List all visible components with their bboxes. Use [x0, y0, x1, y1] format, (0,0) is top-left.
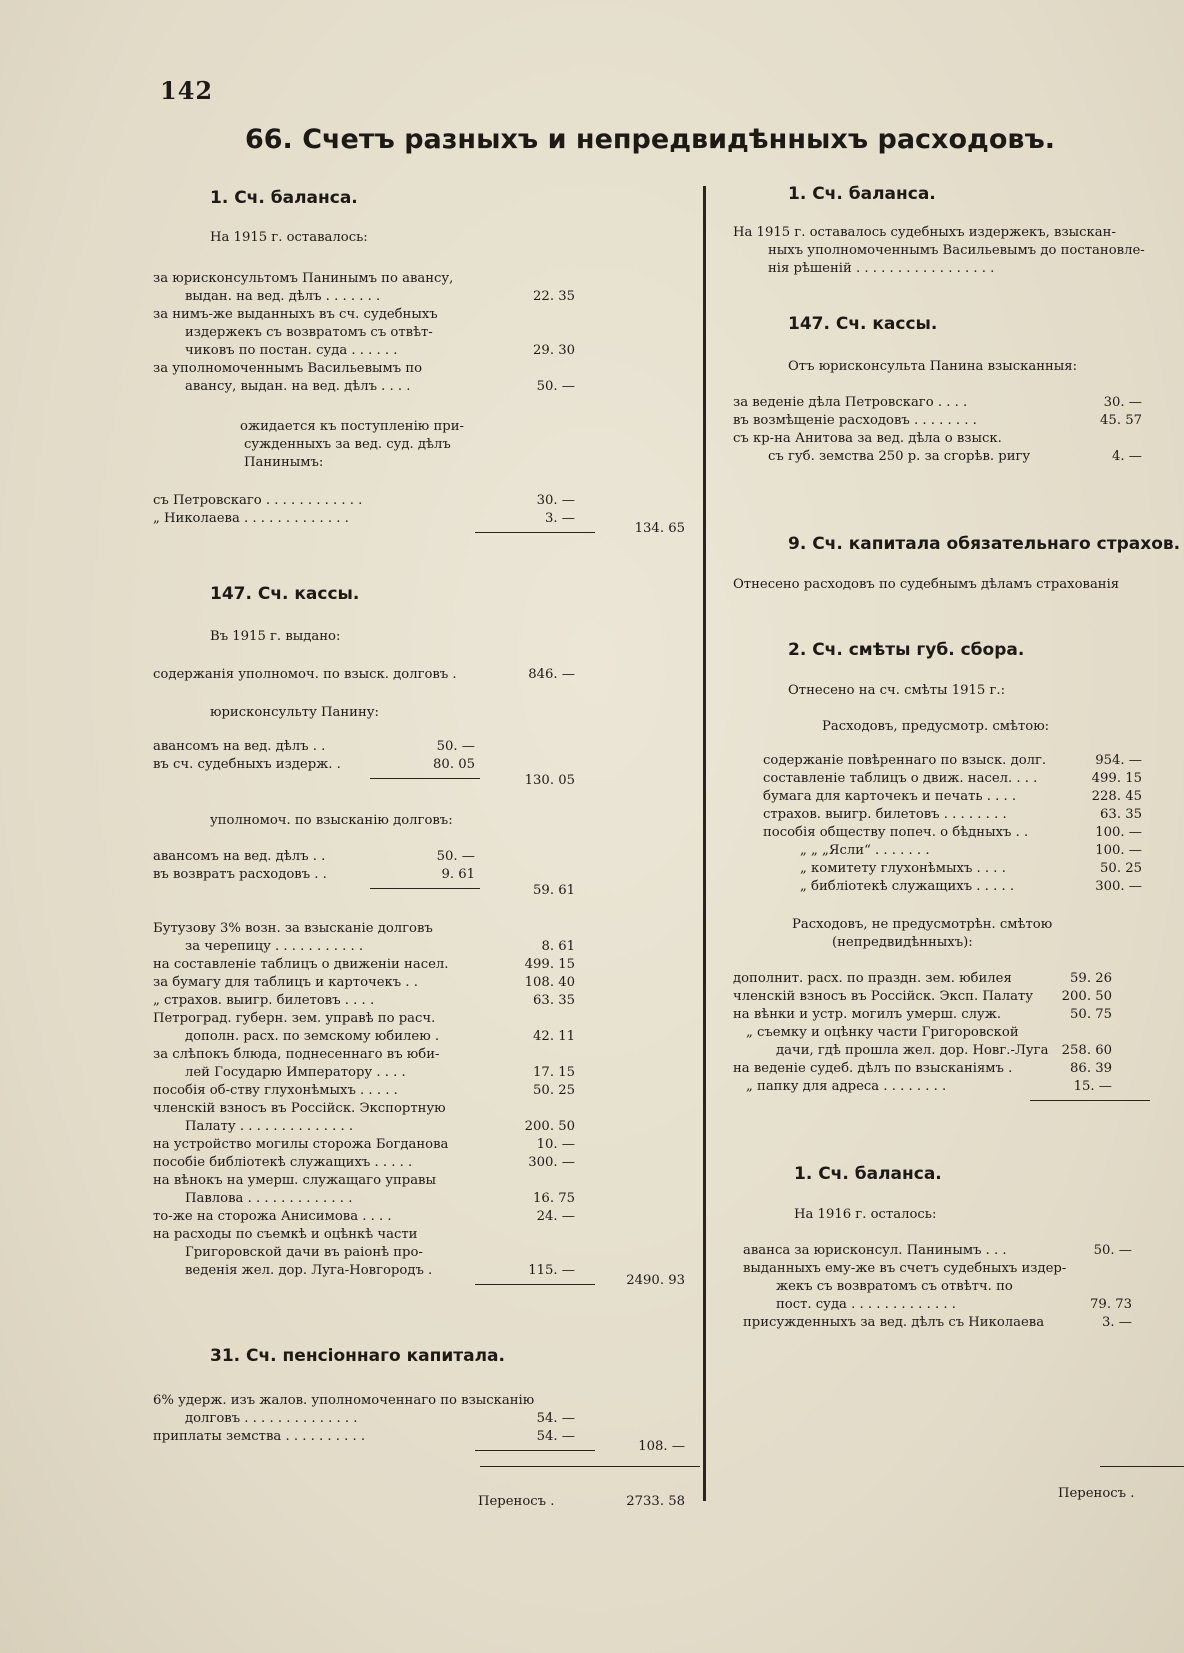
right-s2-line: съ губ. земства 250 р. за сгорѣв. ригу	[768, 449, 1031, 464]
left-s2-line: членскій взносъ въ Россійск. Экспортную	[153, 1101, 446, 1116]
right-s4-line: на веденіе судеб. дѣлъ по взысканіямъ .	[733, 1061, 1013, 1076]
right-s4-line: страхов. выигр. билетовъ . . . . . . . .	[763, 807, 1007, 822]
sum-rule	[475, 532, 595, 533]
left-s2-line: лей Государю Императору . . . .	[185, 1065, 406, 1080]
right-s4-value: 258. 60	[1061, 1043, 1112, 1058]
right-s4-value: 499. 15	[1091, 771, 1142, 786]
left-s2-line: Павлова . . . . . . . . . . . . .	[185, 1191, 353, 1206]
left-s2-line: на устройство могилы сторожа Богданова	[153, 1137, 449, 1152]
right-s4-line: „ библіотекѣ служащихъ . . . . .	[800, 879, 1015, 894]
right-s2-value: 30. —	[1103, 395, 1142, 410]
left-s1-line: издержекъ съ возвратомъ съ отвѣт-	[185, 325, 433, 340]
left-s2-line: то-же на сторожа Анисимова . . . .	[153, 1209, 392, 1224]
left-s3-value: 54. —	[536, 1429, 575, 1444]
left-s1-line: авансу, выдан. на вед. дѣлъ . . . .	[185, 379, 411, 394]
sum-rule	[370, 888, 480, 889]
right-s4-value: 200. 50	[1061, 989, 1112, 1004]
right-s4-intro: Отнесено на сч. смѣты 1915 г.:	[788, 683, 1006, 698]
right-s4-heading: 2. Сч. смѣты губ. сбора.	[788, 640, 1025, 660]
left-s2-line: Григоровской дачи въ раіонѣ про-	[185, 1245, 423, 1260]
right-s5-line: жекъ съ возвратомъ съ отвѣтч. по	[776, 1279, 1013, 1294]
sum-rule	[1030, 1100, 1150, 1101]
right-s5-line: пост. суда . . . . . . . . . . . . .	[776, 1297, 956, 1312]
right-s4-line: „ съемку и оцѣнку части Григоровской	[746, 1025, 1019, 1040]
right-s2-line: съ кр-на Анитова за вед. дѣла о взыск.	[733, 431, 1002, 446]
left-s2-value: 63. 35	[533, 993, 575, 1008]
right-s5-line: выданныхъ ему-же въ счетъ судебныхъ издер-	[743, 1261, 1067, 1276]
right-s5-value: 50. —	[1093, 1243, 1132, 1258]
right-s4-line: дачи, гдѣ прошла жел. дор. Новг.-Луга	[776, 1043, 1049, 1058]
right-s5-intro: На 1916 г. осталось:	[794, 1207, 937, 1222]
left-s3-heading: 31. Сч. пенсіоннаго капитала.	[210, 1346, 505, 1366]
left-s1-intro: На 1915 г. оставалось:	[210, 230, 368, 245]
right-s4-value: 63. 35	[1100, 807, 1142, 822]
left-s2-line: Бутузову 3% возн. за взысканіе долговъ	[153, 921, 433, 936]
left-s2-value: 16. 75	[533, 1191, 575, 1206]
right-s5-value: 79. 73	[1090, 1297, 1132, 1312]
right-s4-line: на вѣнки и устр. могилъ умерш. служ.	[733, 1007, 1002, 1022]
left-s2-heading: 147. Сч. кассы.	[210, 584, 360, 604]
left-carry-label: Переносъ .	[478, 1494, 555, 1509]
right-s4-subhead: Расходовъ, предусмотр. смѣтою:	[822, 719, 1050, 734]
left-s3-total: 108. —	[638, 1439, 685, 1454]
right-s2-value: 45. 57	[1100, 413, 1142, 428]
left-s1-line: за уполномоченнымъ Васильевымъ по	[153, 361, 423, 376]
left-s1-line: выдан. на вед. дѣлъ . . . . . . .	[185, 289, 381, 304]
page-number: 142	[160, 76, 214, 105]
left-s1-heading: 1. Сч. баланса.	[210, 188, 358, 208]
right-s5-heading: 1. Сч. баланса.	[794, 1164, 942, 1184]
column-divider	[703, 186, 706, 1501]
left-s2-line: содержанія уполномоч. по взыск. долговъ .	[153, 667, 457, 682]
right-s4-line: содержаніе повѣреннаго по взыск. долг.	[763, 753, 1047, 768]
right-s4-subhead: (непредвидѣнныхъ):	[832, 935, 973, 950]
left-s1-subhead: сужденныхъ за вед. суд. дѣлъ	[244, 437, 451, 452]
right-s4-line: „ „ „Ясли“ . . . . . . .	[800, 843, 930, 858]
left-s3-value: 54. —	[536, 1411, 575, 1426]
right-s5-line: аванса за юрисконсул. Панинымъ . . .	[743, 1243, 1007, 1258]
left-s2-value: 499. 15	[524, 957, 575, 972]
right-s4-value: 300. —	[1095, 879, 1142, 894]
left-s3-line: приплаты земства . . . . . . . . . .	[153, 1429, 366, 1444]
right-s4-subhead: Расходовъ, не предусмотрѣн. смѣтою	[792, 917, 1053, 932]
sum-rule	[475, 1450, 595, 1451]
left-s2-value: 17. 15	[533, 1065, 575, 1080]
left-s2-total: 2490. 93	[626, 1273, 685, 1288]
left-s1-line: съ Петровскаго . . . . . . . . . . . .	[153, 493, 363, 508]
right-s4-value: 954. —	[1095, 753, 1142, 768]
left-s3-line: 6% удерж. изъ жалов. уполномоченнаго по взысканію	[153, 1393, 535, 1408]
left-s1-value: 30. —	[536, 493, 575, 508]
right-s1-line: ныхъ уполномоченнымъ Васильевымъ до постановле-	[768, 243, 1145, 258]
left-s2-line: „ страхов. выигр. билетовъ . . . .	[153, 993, 375, 1008]
left-s1-line: за нимъ-же выданныхъ въ сч. судебныхъ	[153, 307, 438, 322]
right-s4-line: дополнит. расх. по праздн. зем. юбилея	[733, 971, 1012, 986]
left-s2-line: веденія жел. дор. Луга-Новгородъ .	[185, 1263, 433, 1278]
left-s2-subhead: уполномоч. по взысканію долговъ:	[210, 813, 453, 828]
left-s2-value: 50. 25	[533, 1083, 575, 1098]
left-s1-line: чиковъ по постан. суда . . . . . .	[185, 343, 398, 358]
left-s2-value: 115. —	[528, 1263, 575, 1278]
left-s2-value: 200. 50	[524, 1119, 575, 1134]
left-s2-line: Петроград. губерн. зем. управѣ по расч.	[153, 1011, 436, 1026]
left-s2-value: 50. —	[436, 849, 475, 864]
left-s2-line: на составленіе таблицъ о движеніи насел.	[153, 957, 449, 972]
left-s2-value: 8. 61	[541, 939, 575, 954]
right-s1-line: нія рѣшеній . . . . . . . . . . . . . . . . .	[768, 261, 995, 276]
right-s4-line: „ папку для адреса . . . . . . . .	[746, 1079, 947, 1094]
left-s2-line: за черепицу . . . . . . . . . . .	[185, 939, 364, 954]
right-s5-value: 3. —	[1102, 1315, 1132, 1330]
left-s1-value: 22. 35	[533, 289, 575, 304]
left-s2-line: дополн. расх. по земскому юбилею .	[185, 1029, 440, 1044]
right-s4-value: 50. 25	[1100, 861, 1142, 876]
left-s2-line: Палату . . . . . . . . . . . . . .	[185, 1119, 354, 1134]
left-carry-value: 2733. 58	[626, 1494, 685, 1509]
right-s4-value: 100. —	[1095, 843, 1142, 858]
left-s1-value: 29. 30	[533, 343, 575, 358]
right-s2-line: за веденіе дѣла Петровскаго . . . .	[733, 395, 968, 410]
left-s2-value: 9. 61	[441, 867, 475, 882]
left-s2-line: въ сч. судебныхъ издерж. .	[153, 757, 341, 772]
left-s2-subtotal: 130. 05	[524, 773, 575, 788]
left-s2-line: за бумагу для таблицъ и карточекъ . .	[153, 975, 418, 990]
right-s5-line: присужденныхъ за вед. дѣлъ съ Николаева	[743, 1315, 1045, 1330]
right-s4-value: 228. 45	[1091, 789, 1142, 804]
left-s2-value: 80. 05	[433, 757, 475, 772]
right-s2-intro: Отъ юрисконсульта Панина взысканныя:	[788, 359, 1078, 374]
left-s2-line: въ возвратъ расходовъ . .	[153, 867, 327, 882]
right-s4-value: 100. —	[1095, 825, 1142, 840]
left-s2-value: 108. 40	[524, 975, 575, 990]
left-s1-line: „ Николаева . . . . . . . . . . . . .	[153, 511, 349, 526]
sum-rule	[1100, 1466, 1184, 1467]
left-s2-value: 50. —	[436, 739, 475, 754]
left-s2-line: авансомъ на вед. дѣлъ . .	[153, 739, 326, 754]
page-title: 66. Счетъ разныхъ и непредвидѣнныхъ расходовъ.	[244, 124, 1056, 155]
left-s2-line: на вѣнокъ на умерш. служащаго управы	[153, 1173, 436, 1188]
left-s3-line: долговъ . . . . . . . . . . . . . .	[185, 1411, 358, 1426]
right-s3-heading: 9. Сч. капитала обязательнаго страхов.	[788, 534, 1181, 554]
sum-rule	[475, 1284, 595, 1285]
left-s1-total: 134. 65	[634, 521, 685, 536]
left-s2-line: пособія об-ству глухонѣмыхъ . . . . .	[153, 1083, 398, 1098]
left-s2-value: 24. —	[536, 1209, 575, 1224]
sum-rule	[370, 778, 480, 779]
left-s1-line: за юрисконсультомъ Панинымъ по авансу,	[153, 271, 454, 286]
right-s2-line: въ возмѣщеніе расходовъ . . . . . . . .	[733, 413, 977, 428]
right-s4-line: пособія обществу попеч. о бѣдныхъ . .	[763, 825, 1029, 840]
right-s2-heading: 147. Сч. кассы.	[788, 314, 938, 334]
left-s1-subhead: Панинымъ:	[244, 455, 324, 470]
right-s1-heading: 1. Сч. баланса.	[788, 184, 936, 204]
right-s4-line: бумага для карточекъ и печать . . . .	[763, 789, 1017, 804]
left-s2-line: на расходы по съемкѣ и оцѣнкѣ части	[153, 1227, 418, 1242]
right-s4-value: 86. 39	[1070, 1061, 1112, 1076]
left-s2-subhead: юрисконсульту Панину:	[210, 705, 379, 720]
left-s2-subtotal: 59. 61	[533, 883, 575, 898]
right-s3-line: Отнесено расходовъ по судебнымъ дѣламъ страхованія	[733, 577, 1120, 592]
right-s4-value: 15. —	[1073, 1079, 1112, 1094]
left-s1-value: 3. —	[545, 511, 575, 526]
left-s2-intro: Въ 1915 г. выдано:	[210, 629, 341, 644]
left-s2-value: 10. —	[536, 1137, 575, 1152]
sum-rule	[480, 1466, 700, 1467]
left-s1-subhead: ожидается къ поступленію при-	[240, 419, 464, 434]
left-s2-line: авансомъ на вед. дѣлъ . .	[153, 849, 326, 864]
right-s1-line: На 1915 г. оставалось судебныхъ издержекъ, взыскан-	[733, 225, 1116, 240]
left-s2-value: 42. 11	[533, 1029, 575, 1044]
left-s2-value: 846. —	[528, 667, 575, 682]
right-s4-line: составленіе таблицъ о движ. насел. . . .	[763, 771, 1038, 786]
left-s2-line: пособіе библіотекѣ служащихъ . . . . .	[153, 1155, 413, 1170]
right-s4-value: 50. 75	[1070, 1007, 1112, 1022]
right-s4-line: членскій взносъ въ Россійск. Эксп. Палату	[733, 989, 1033, 1004]
right-s4-line: „ комитету глухонѣмыхъ . . . .	[800, 861, 1006, 876]
right-s4-value: 59. 26	[1070, 971, 1112, 986]
left-s2-value: 300. —	[528, 1155, 575, 1170]
left-s1-value: 50. —	[536, 379, 575, 394]
right-carry-label: Переносъ .	[1058, 1486, 1135, 1501]
left-s2-line: за слѣпокъ блюда, поднесеннаго въ юби-	[153, 1047, 440, 1062]
right-s2-value: 4. —	[1112, 449, 1142, 464]
